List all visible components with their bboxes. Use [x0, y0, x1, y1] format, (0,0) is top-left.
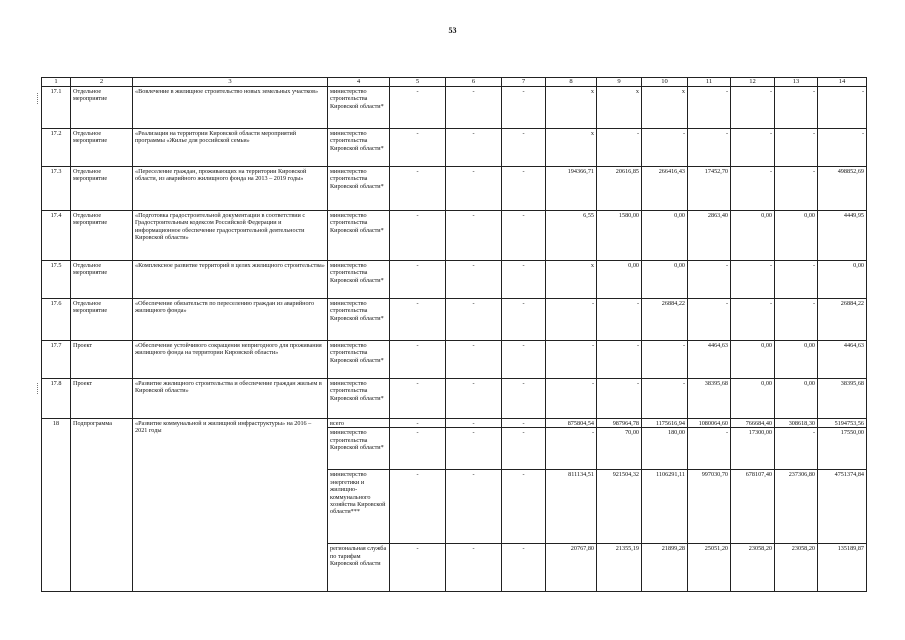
- table-cell: министерство строительства Кировской области*: [328, 87, 390, 129]
- table-cell: Отдельное мероприятие: [71, 261, 133, 299]
- table-cell: -: [731, 167, 775, 211]
- table-cell: -: [546, 299, 597, 341]
- scan-mark: [37, 383, 40, 394]
- table-cell: -: [775, 87, 818, 129]
- table-cell: министерство строительства Кировской области*: [328, 379, 390, 419]
- table-cell: -: [502, 87, 546, 129]
- table-cell: 6,55: [546, 211, 597, 261]
- table-cell: -: [731, 87, 775, 129]
- table-cell: -: [546, 428, 597, 470]
- executor-cell: всего: [328, 419, 390, 428]
- table-cell: 38395,68: [688, 379, 731, 419]
- table-cell: -: [502, 299, 546, 341]
- table-cell: «Вовлечение в жилищное строительство новых земельных участков»: [133, 87, 328, 129]
- table-cell: 135189,87: [818, 544, 867, 592]
- table-cell: -: [502, 211, 546, 261]
- header-cell: 2: [71, 78, 133, 87]
- header-cell: 12: [731, 78, 775, 87]
- table-cell: -: [390, 87, 446, 129]
- table-cell: -: [818, 87, 867, 129]
- table-cell: -: [642, 379, 688, 419]
- table-row: [42, 379, 867, 419]
- header-cell: 5: [390, 78, 446, 87]
- table-cell: -: [390, 470, 446, 544]
- table-cell: 5194753,56: [818, 419, 867, 428]
- header-row: [42, 78, 867, 87]
- table-cell: 0,00: [731, 211, 775, 261]
- table-cell: -: [642, 129, 688, 167]
- table-cell: -: [775, 167, 818, 211]
- table-cell: -: [775, 299, 818, 341]
- table-cell: 875804,54: [546, 419, 597, 428]
- table-cell: 0,00: [775, 211, 818, 261]
- table-row: [42, 261, 867, 299]
- table-cell: -: [597, 379, 642, 419]
- table-row: [42, 129, 867, 167]
- table-cell: х: [546, 261, 597, 299]
- table-cell: -: [597, 129, 642, 167]
- table-cell: -: [731, 261, 775, 299]
- table-cell: -: [775, 428, 818, 470]
- table-cell: 17.1: [42, 87, 71, 129]
- table-cell: -: [390, 299, 446, 341]
- table-row: [42, 211, 867, 261]
- table-row: [42, 341, 867, 379]
- subprogram-type: Подпрограмма: [71, 419, 133, 592]
- header-cell: 8: [546, 78, 597, 87]
- table-cell: -: [446, 379, 502, 419]
- header-cell: 7: [502, 78, 546, 87]
- header-cell: 1: [42, 78, 71, 87]
- table-cell: министерство строительства Кировской области*: [328, 299, 390, 341]
- table-cell: 194366,71: [546, 167, 597, 211]
- table-cell: -: [688, 129, 731, 167]
- table-cell: -: [775, 261, 818, 299]
- table-cell: «Развитие жилищного строительства и обеспечение граждан жильем в Кировской области»: [133, 379, 328, 419]
- table-cell: -: [546, 341, 597, 379]
- executor-cell: региональная служба по тарифам Кировской области: [328, 544, 390, 592]
- table-cell: -: [446, 211, 502, 261]
- table-cell: «Обеспечение устойчивого сокращения непригодного для проживания жилищного фонда на территории Кировской области»: [133, 341, 328, 379]
- table-cell: -: [390, 379, 446, 419]
- table-cell: -: [446, 261, 502, 299]
- table-cell: 26884,22: [818, 299, 867, 341]
- subprogram-row: [42, 419, 867, 428]
- table-cell: 997030,70: [688, 470, 731, 544]
- table-cell: 766684,40: [731, 419, 775, 428]
- table-cell: министерство строительства Кировской области*: [328, 261, 390, 299]
- table-cell: 4751374,84: [818, 470, 867, 544]
- table-row: [42, 299, 867, 341]
- table-cell: -: [502, 419, 546, 428]
- table-cell: 23058,20: [731, 544, 775, 592]
- table-cell: 17452,70: [688, 167, 731, 211]
- table-cell: 0,00: [818, 261, 867, 299]
- table-cell: министерство строительства Кировской области*: [328, 167, 390, 211]
- table-cell: -: [818, 129, 867, 167]
- table-cell: -: [390, 544, 446, 592]
- subprogram-num: 18: [42, 419, 71, 592]
- table-cell: 0,00: [775, 341, 818, 379]
- table-cell: -: [446, 419, 502, 428]
- table-cell: 4449,95: [818, 211, 867, 261]
- table-cell: министерство строительства Кировской области*: [328, 341, 390, 379]
- header-cell: 9: [597, 78, 642, 87]
- table-cell: 1080064,60: [688, 419, 731, 428]
- table-cell: -: [688, 87, 731, 129]
- table-cell: -: [502, 129, 546, 167]
- header-cell: 14: [818, 78, 867, 87]
- table-cell: 1106291,11: [642, 470, 688, 544]
- table-cell: -: [546, 379, 597, 419]
- table-cell: -: [390, 129, 446, 167]
- table-cell: 17.3: [42, 167, 71, 211]
- page-number: 53: [448, 26, 457, 35]
- header-cell: 11: [688, 78, 731, 87]
- table-cell: Отдельное мероприятие: [71, 87, 133, 129]
- table-cell: -: [731, 299, 775, 341]
- table-cell: -: [688, 428, 731, 470]
- table-cell: Отдельное мероприятие: [71, 129, 133, 167]
- table-cell: -: [446, 544, 502, 592]
- header-cell: 10: [642, 78, 688, 87]
- table-cell: 21899,28: [642, 544, 688, 592]
- table-cell: 17.6: [42, 299, 71, 341]
- table-cell: -: [775, 129, 818, 167]
- table-cell: министерство строительства Кировской области*: [328, 211, 390, 261]
- table-cell: -: [502, 167, 546, 211]
- table-row: [42, 87, 867, 129]
- table-cell: 17.2: [42, 129, 71, 167]
- table-cell: 20767,80: [546, 544, 597, 592]
- table-cell: Отдельное мероприятие: [71, 167, 133, 211]
- table-cell: Проект: [71, 379, 133, 419]
- table-cell: Отдельное мероприятие: [71, 299, 133, 341]
- table-row: [42, 167, 867, 211]
- table-cell: 21355,19: [597, 544, 642, 592]
- table-cell: 0,00: [731, 379, 775, 419]
- program-table: [41, 77, 867, 592]
- table-cell: 17.8: [42, 379, 71, 419]
- table-cell: 4464,63: [818, 341, 867, 379]
- table-cell: 70,00: [597, 428, 642, 470]
- table-cell: -: [446, 341, 502, 379]
- table-cell: 17.5: [42, 261, 71, 299]
- table-cell: -: [446, 129, 502, 167]
- table-cell: -: [390, 211, 446, 261]
- table-cell: 0,00: [775, 379, 818, 419]
- table-cell: «Комплексное развитие территорий в целях жилищного строительства»: [133, 261, 328, 299]
- table-cell: 17.4: [42, 211, 71, 261]
- table-cell: -: [502, 428, 546, 470]
- table-cell: -: [642, 341, 688, 379]
- table-cell: 1175616,94: [642, 419, 688, 428]
- table-cell: «Подготовка градостроительной документации в соответствии с Градостроительным кодексом Российской Федерации и информационное обеспечение градостроительной деятельности Кировской области»: [133, 211, 328, 261]
- table-cell: 0,00: [642, 211, 688, 261]
- table-cell: -: [502, 379, 546, 419]
- table-cell: министерство строительства Кировской области*: [328, 129, 390, 167]
- table-cell: -: [502, 261, 546, 299]
- table-cell: «Реализация на территории Кировской области мероприятий программы «Жилье для российской семьи»: [133, 129, 328, 167]
- table-cell: 17.7: [42, 341, 71, 379]
- table-cell: 2863,40: [688, 211, 731, 261]
- table-cell: 4464,63: [688, 341, 731, 379]
- table-cell: 308618,30: [775, 419, 818, 428]
- table-cell: 237306,80: [775, 470, 818, 544]
- table-cell: -: [597, 299, 642, 341]
- table-cell: 498852,69: [818, 167, 867, 211]
- table-cell: 987964,78: [597, 419, 642, 428]
- table-cell: 1580,00: [597, 211, 642, 261]
- scan-mark: [37, 93, 40, 104]
- table-cell: -: [390, 341, 446, 379]
- table-cell: х: [642, 87, 688, 129]
- table-cell: -: [390, 419, 446, 428]
- table-cell: 26884,22: [642, 299, 688, 341]
- header-cell: 4: [328, 78, 390, 87]
- header-cell: 3: [133, 78, 328, 87]
- table-cell: -: [446, 428, 502, 470]
- table-cell: -: [390, 167, 446, 211]
- table-cell: 23058,20: [775, 544, 818, 592]
- table-cell: -: [446, 299, 502, 341]
- table-cell: Проект: [71, 341, 133, 379]
- table-cell: -: [390, 428, 446, 470]
- table-cell: -: [446, 87, 502, 129]
- table-cell: 678107,40: [731, 470, 775, 544]
- executor-cell: министерство энергетики и жилищно-коммунального хозяйства Кировской области***: [328, 470, 390, 544]
- table-cell: 17300,00: [731, 428, 775, 470]
- table-cell: -: [446, 470, 502, 544]
- table-cell: 921504,32: [597, 470, 642, 544]
- table-cell: -: [502, 544, 546, 592]
- table-cell: «Переселение граждан, проживающих на территории Кировской области, из аварийного жилищного фонда на 2013 – 2019 годы»: [133, 167, 328, 211]
- table-cell: «Обеспечение обязательств по переселению граждан из аварийного жилищного фонда»: [133, 299, 328, 341]
- table-cell: -: [731, 129, 775, 167]
- table-cell: 180,00: [642, 428, 688, 470]
- table-cell: х: [597, 87, 642, 129]
- table-cell: 38395,68: [818, 379, 867, 419]
- executor-cell: министерство строительства Кировской области*: [328, 428, 390, 470]
- subprogram-title: «Развитие коммунальной и жилищной инфраструктуры» на 2016 – 2021 годы: [133, 419, 328, 592]
- table-cell: -: [597, 341, 642, 379]
- table-cell: Отдельное мероприятие: [71, 211, 133, 261]
- table-cell: -: [502, 341, 546, 379]
- header-cell: 13: [775, 78, 818, 87]
- table-cell: -: [688, 299, 731, 341]
- table-cell: 811134,51: [546, 470, 597, 544]
- table-cell: х: [546, 129, 597, 167]
- table-cell: 266416,43: [642, 167, 688, 211]
- table-cell: 0,00: [731, 341, 775, 379]
- table-cell: 17550,00: [818, 428, 867, 470]
- table-cell: -: [688, 261, 731, 299]
- table-cell: 0,00: [597, 261, 642, 299]
- table-cell: -: [446, 167, 502, 211]
- header-cell: 6: [446, 78, 502, 87]
- table-cell: 20616,85: [597, 167, 642, 211]
- table-cell: 0,00: [642, 261, 688, 299]
- table-cell: -: [390, 261, 446, 299]
- table-cell: -: [502, 470, 546, 544]
- table-cell: 25051,20: [688, 544, 731, 592]
- table-cell: х: [546, 87, 597, 129]
